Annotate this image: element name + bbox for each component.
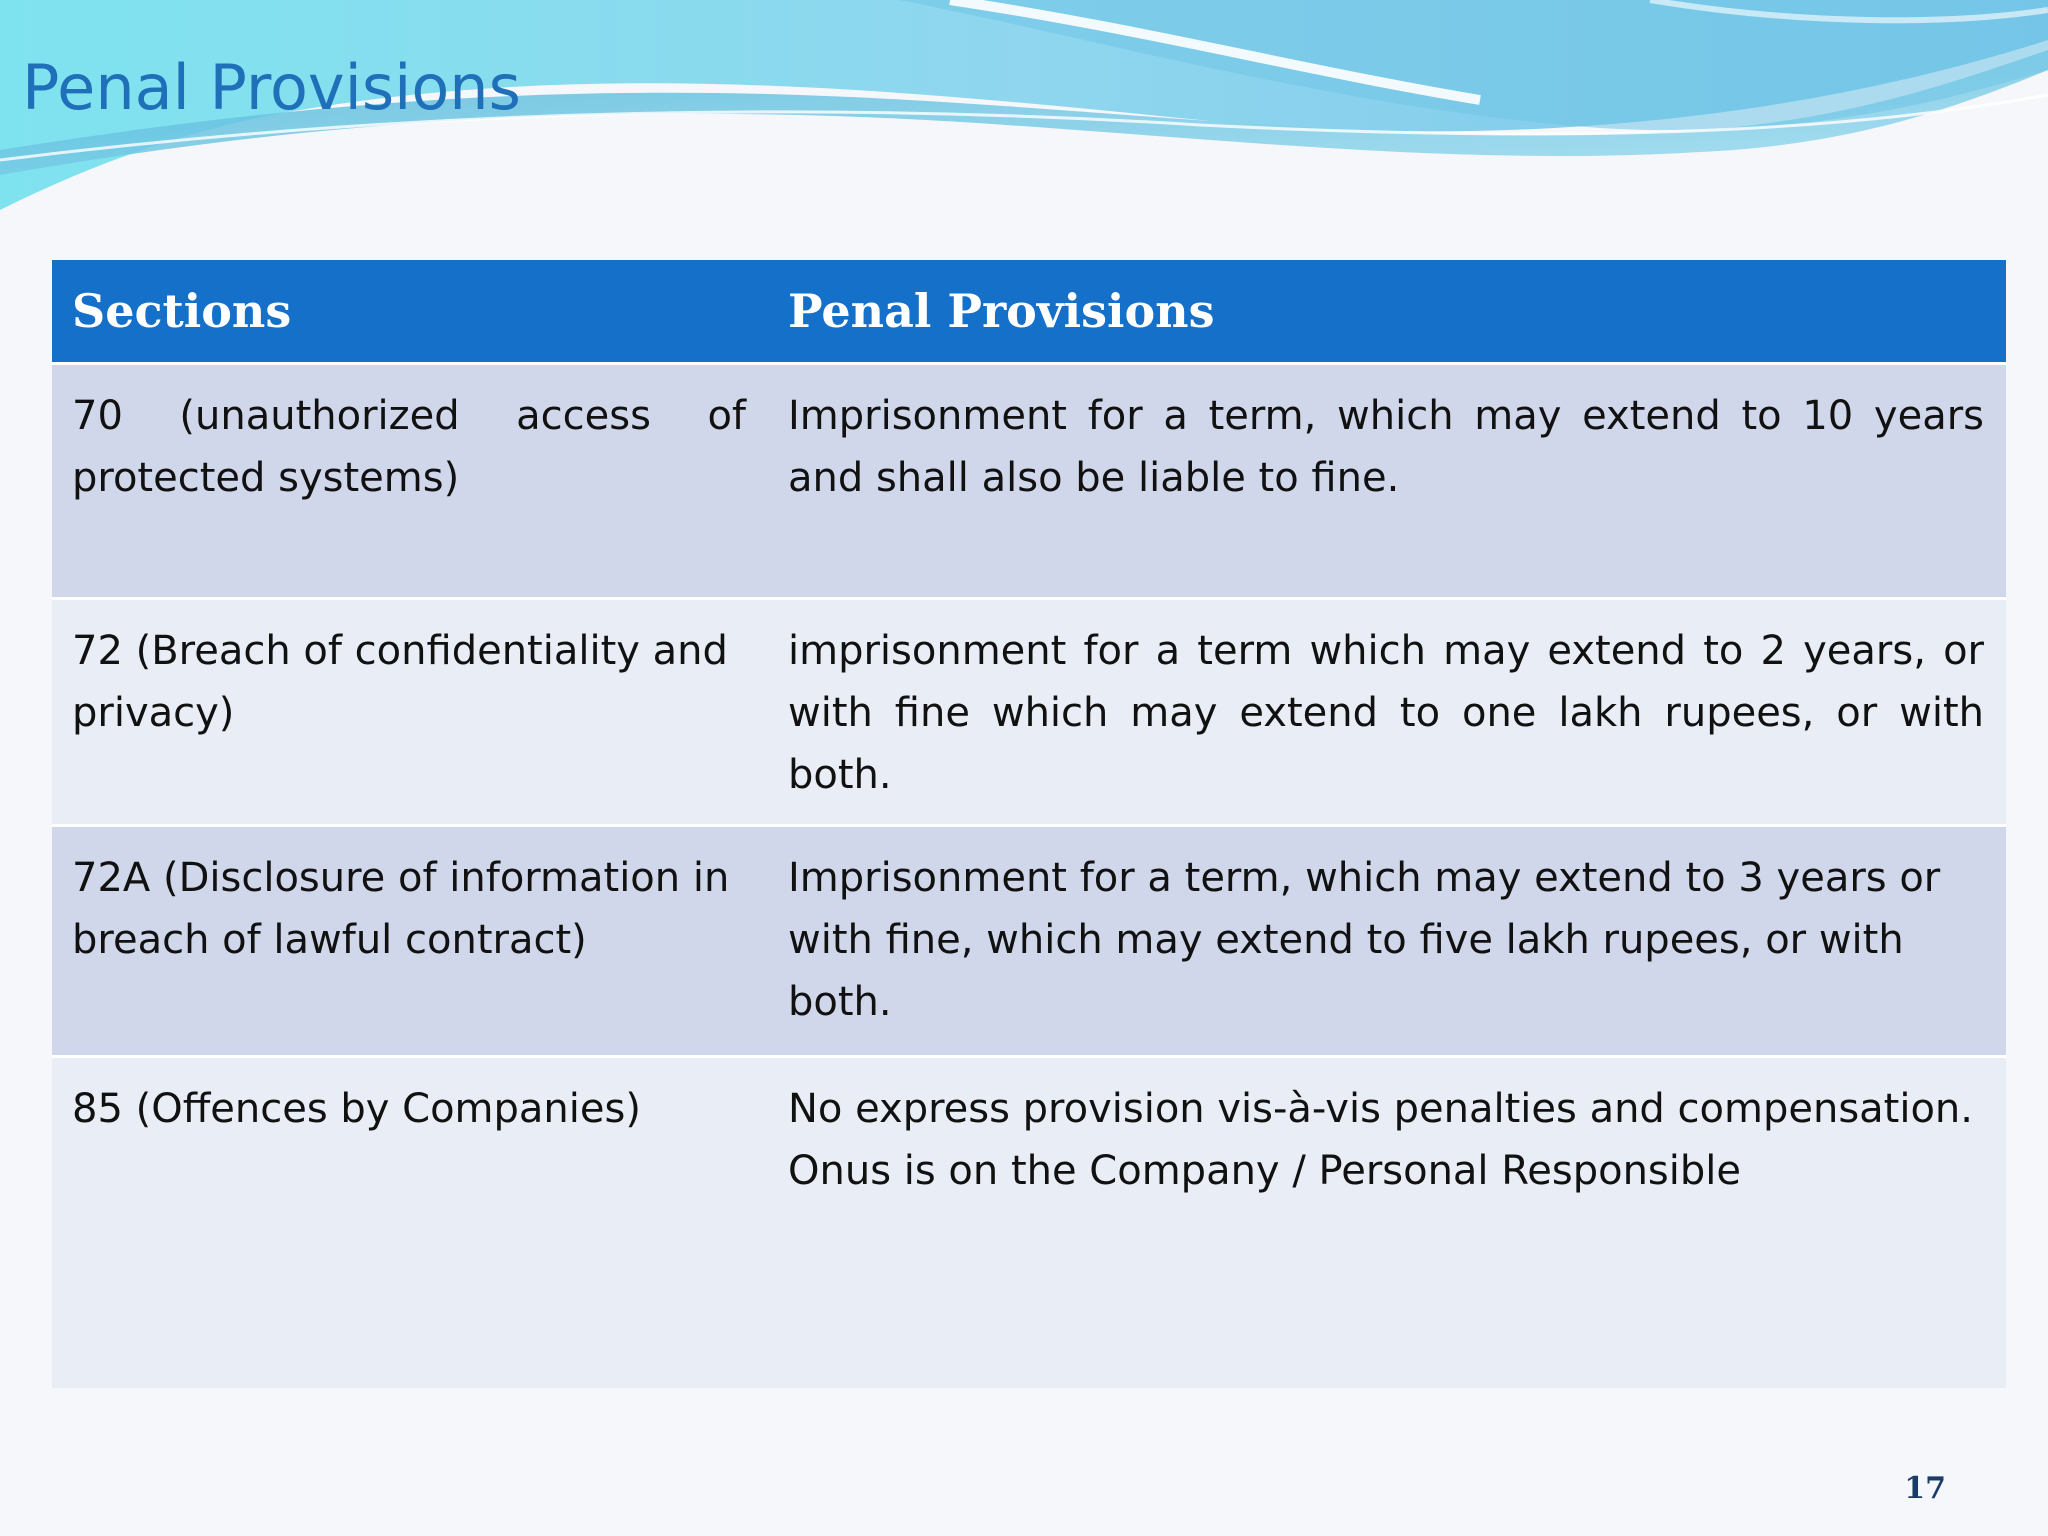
section-cell: 85 (Offences by Companies)	[52, 1057, 768, 1389]
column-header-penal-provisions: Penal Provisions	[768, 260, 2006, 364]
provision-text: Imprisonment for a term, which may extend to 3 years or with fine, which may extend to five lakh rupees, or with both.	[788, 855, 1941, 1025]
provision-text: Imprisonment for a term, which may extend to 10 years and shall also be liable to fine.	[788, 393, 1984, 501]
table-row	[52, 1057, 2006, 1389]
section-cell: 72 (Breach of confidentiality and privacy)	[52, 599, 768, 826]
section-cell: 70 (unauthorized access of protected systems)	[52, 364, 768, 599]
table-row	[52, 599, 2006, 826]
provision-cell	[768, 599, 2006, 826]
provision-cell	[768, 826, 2006, 1057]
table-row	[52, 364, 2006, 599]
table-header-row	[52, 260, 2006, 364]
page-number: 17	[1904, 1471, 1946, 1506]
table-row	[52, 826, 2006, 1057]
provision-text: No express provision vis-à-vis penalties and compensation.	[788, 1086, 1973, 1132]
provision-cell	[768, 1057, 2006, 1389]
provision-cell	[768, 364, 2006, 599]
column-header-sections: Sections	[52, 260, 768, 364]
section-cell: 72A (Disclosure of information in breach of lawful contract)	[52, 826, 768, 1057]
penal-provisions-table	[52, 260, 2006, 1388]
provision-text: Onus is on the Company / Personal Responsible	[788, 1148, 1741, 1194]
slide-title: Penal Provisions	[22, 51, 521, 124]
provision-text: imprisonment for a term which may extend to 2 years, or with fine which may extend to one lakh rupees, or with both.	[788, 628, 1984, 798]
